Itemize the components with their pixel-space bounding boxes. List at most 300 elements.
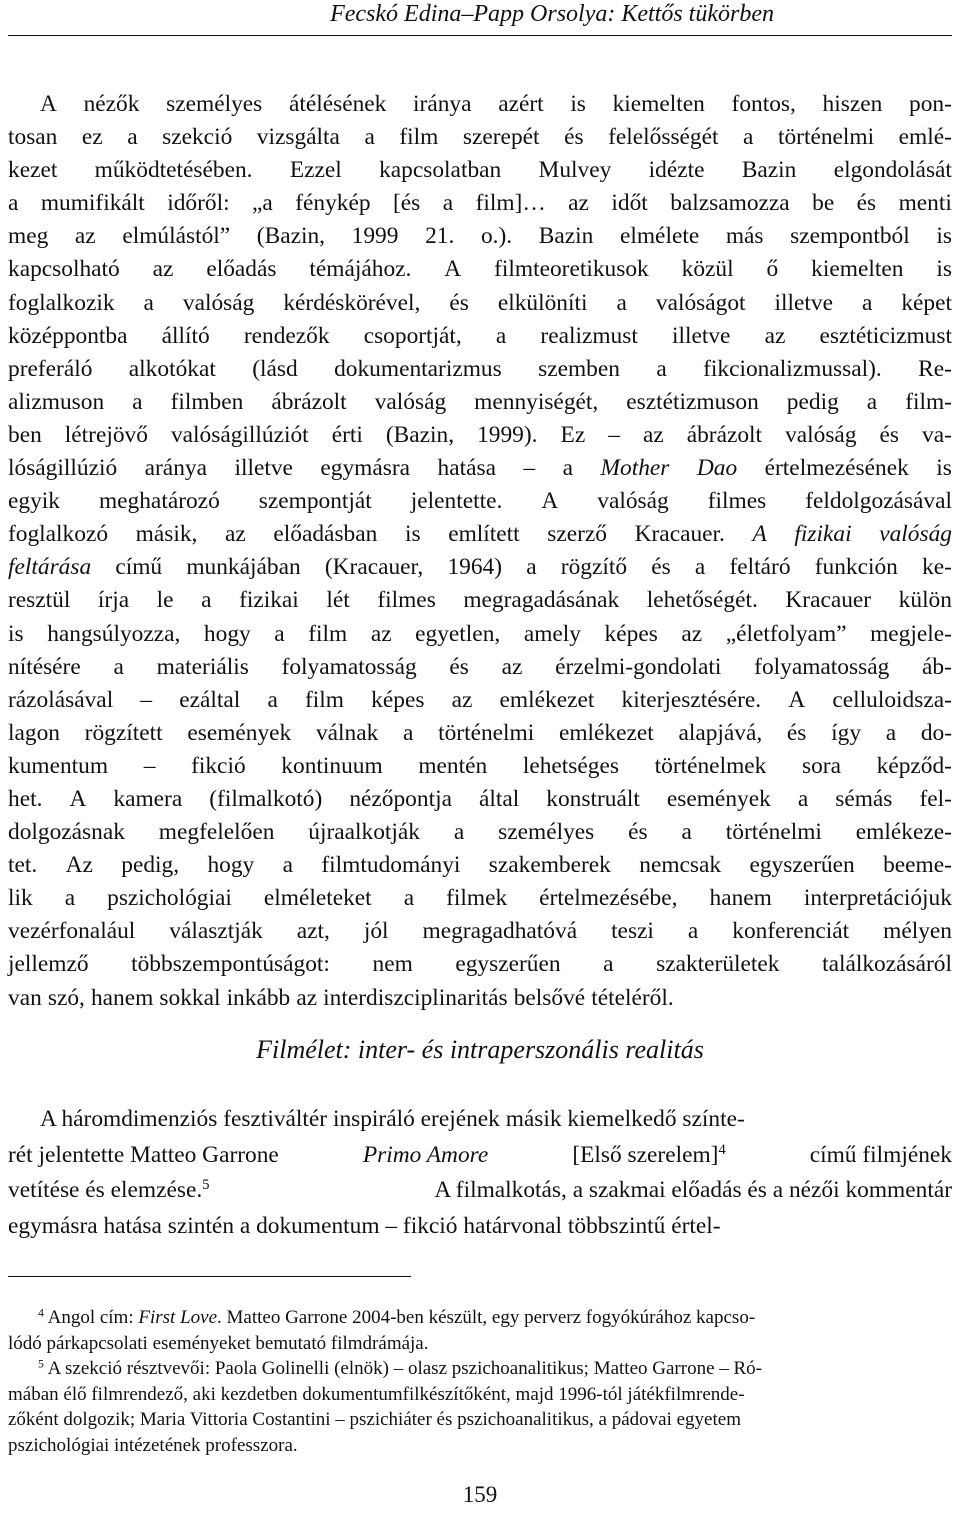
text-span: vetítése és elemzése. <box>8 1177 203 1203</box>
word: – <box>140 686 153 713</box>
word: és <box>856 190 877 217</box>
word: személyes <box>498 819 595 846</box>
word: foglalkozik <box>8 289 115 316</box>
word: pon- <box>909 91 952 117</box>
word: inkább <box>226 984 291 1011</box>
word: filmes <box>377 587 436 614</box>
running-header <box>0 0 960 38</box>
word: a <box>453 819 465 846</box>
word: történelmi <box>438 719 535 746</box>
word: balzsamozza <box>670 190 790 217</box>
word: Kracauer. <box>634 521 725 548</box>
text-line <box>8 485 952 518</box>
word: folyamatosság <box>281 653 417 680</box>
word: lehetséges <box>522 752 619 779</box>
word: szakemberek <box>488 852 611 879</box>
word: mumifikált <box>40 190 145 217</box>
word: A <box>444 256 462 283</box>
word: illetve <box>671 322 731 349</box>
word: szempontból <box>790 223 910 250</box>
word: érti <box>331 421 363 448</box>
text-line <box>8 187 952 220</box>
word: do- <box>920 719 952 746</box>
word: ábrázolt <box>271 388 347 415</box>
word: alapjává, <box>678 719 763 746</box>
word: konstruált <box>546 785 640 812</box>
word: amely <box>523 620 581 647</box>
word: az <box>764 322 786 349</box>
word: alizmuson <box>8 388 105 415</box>
word: illetve <box>234 455 293 482</box>
word: [és <box>393 190 421 217</box>
word: jellemző <box>8 951 89 978</box>
word: 1999 <box>351 223 399 250</box>
word: jól <box>363 918 389 945</box>
text-line <box>8 1138 952 1174</box>
word: a <box>526 554 537 581</box>
word: középpontba <box>8 322 128 349</box>
word: emlé- <box>898 124 952 151</box>
word: hanem <box>709 885 772 912</box>
text-span: rét jelentette Matteo Garrone <box>8 1141 279 1168</box>
word: nemcsak <box>639 852 722 879</box>
word: előadásban <box>273 521 378 548</box>
word: a <box>797 785 809 812</box>
word: is <box>936 455 952 482</box>
word: működtetésében. <box>94 157 253 184</box>
word: csoportját, <box>363 322 462 349</box>
word: a <box>143 289 154 316</box>
word: és <box>449 289 469 316</box>
text-line <box>8 419 952 452</box>
italic-word: A <box>752 521 767 548</box>
word: hatása <box>437 455 496 482</box>
word: Re- <box>918 355 952 382</box>
word: hanem <box>90 984 154 1011</box>
word: film <box>399 124 439 151</box>
word: interdiszciplinaritás <box>323 984 508 1011</box>
word: írja <box>97 587 130 614</box>
word: témájához. <box>309 256 412 283</box>
footnote-rule <box>8 1276 411 1277</box>
word: preferáló <box>8 355 93 382</box>
word: filmek <box>446 885 508 912</box>
word: másik, <box>135 521 198 548</box>
word: alkotókat <box>128 355 216 382</box>
text-line: lódó párkapcsolati eseményeket bemutató filmdrámája. <box>8 1332 429 1354</box>
word: történelmi <box>725 819 822 846</box>
word: választják <box>169 918 263 945</box>
word: A <box>541 488 559 515</box>
text-line <box>8 882 952 915</box>
word: a <box>694 554 706 581</box>
text-line: A háromdimenziós fesztiváltér inspiráló erejének másik kiemelkedő színte- <box>40 1106 745 1132</box>
word: lehetőségét. <box>646 587 758 614</box>
word: személyes <box>166 91 263 117</box>
word: ben <box>8 421 42 448</box>
word: az <box>152 256 174 283</box>
word: a <box>8 190 19 217</box>
word: lik <box>8 885 33 912</box>
word: szerepét <box>462 124 540 151</box>
word: elgondolását <box>833 157 952 184</box>
text-line <box>8 849 952 882</box>
word: fontos, <box>731 91 796 117</box>
word: mélyen <box>883 918 952 945</box>
word: által <box>478 785 520 812</box>
word: képet <box>901 289 952 316</box>
word: nem <box>372 951 413 978</box>
word: a <box>603 951 614 978</box>
text-span <box>38 1356 762 1382</box>
word: sémás <box>835 785 893 812</box>
word: lét <box>326 587 350 614</box>
word: valóságillúziót <box>170 421 309 448</box>
word: – <box>608 421 620 448</box>
text-span <box>38 1305 755 1331</box>
word: menti <box>898 190 952 217</box>
word: a <box>687 918 699 945</box>
word: megragadásának <box>463 587 620 614</box>
word: nézők <box>83 91 140 117</box>
word: realizmust <box>540 322 638 349</box>
word: pedig, <box>121 852 180 879</box>
word: nítésére <box>8 653 81 680</box>
word: kapcsolható <box>8 256 120 283</box>
word: a <box>403 719 414 746</box>
word: elmúlástól” <box>122 223 231 250</box>
text-line <box>8 651 952 684</box>
word: be <box>812 190 835 217</box>
word: kezet <box>8 157 58 184</box>
running-title: Fecskó Edina–Papp Orsolya: Kettős tükörben <box>330 1 774 27</box>
word: többszempontúságot: <box>131 951 330 978</box>
word: külön <box>898 587 952 614</box>
word: tosan <box>8 124 58 151</box>
word: egyik <box>8 488 60 515</box>
word: valóság <box>374 388 447 415</box>
word: kapcsolatban <box>379 157 502 184</box>
word: (lásd <box>252 355 298 382</box>
word: és <box>786 719 807 746</box>
word: is <box>8 620 24 647</box>
word: események <box>666 785 771 812</box>
word: fénykép <box>295 190 371 217</box>
word: kiemelten <box>612 91 705 117</box>
word: (Bazin, <box>385 421 455 448</box>
word: így <box>831 719 862 746</box>
word: teszi <box>611 918 654 945</box>
word: a <box>495 322 507 349</box>
word: Ezzel <box>289 157 342 184</box>
word: az <box>501 653 523 680</box>
word: fizikai <box>239 587 299 614</box>
word: lagon <box>8 719 60 746</box>
word: 21. <box>425 223 455 250</box>
word: képződ- <box>876 752 952 779</box>
word: is <box>404 521 421 548</box>
word: van <box>8 984 42 1011</box>
word: és <box>564 124 584 151</box>
word: tételéről. <box>591 984 674 1011</box>
word: emlékezet <box>499 686 595 713</box>
word: (Bazin, <box>256 223 325 250</box>
word: más <box>725 223 764 250</box>
text-line <box>8 684 952 717</box>
text-line <box>8 551 952 584</box>
word: 1964) <box>447 554 503 581</box>
word: hangsúlyozza, <box>47 620 181 647</box>
word: és <box>628 819 648 846</box>
word: filmtudományi <box>321 852 461 879</box>
word: a <box>442 190 454 217</box>
word: az <box>225 521 246 548</box>
word: kiemelten <box>811 256 904 283</box>
word: Kracauer <box>785 587 872 614</box>
word: rögzítő <box>560 554 628 581</box>
text-line <box>8 353 952 386</box>
word: közül <box>681 256 734 283</box>
word: (filmalkotó) <box>209 785 323 812</box>
word: le <box>156 587 174 614</box>
word: valóság <box>182 289 255 316</box>
word: szemben <box>538 355 620 382</box>
word: tet. <box>8 852 38 879</box>
word: A <box>788 686 806 713</box>
word: elméleteket <box>263 885 372 912</box>
word: konferenciát <box>732 918 850 945</box>
word: újraalkotják <box>308 819 420 846</box>
text-line: egymásra hatása szintén a dokumentum – fikció határvonal többszintű értel- <box>8 1212 721 1239</box>
word: meg <box>8 223 49 250</box>
word: A <box>40 91 57 117</box>
text-span <box>8 1173 209 1209</box>
word: rögzített <box>84 719 163 746</box>
word: filmteoretikusok <box>494 256 649 283</box>
word: átélésének <box>288 91 387 117</box>
text-line <box>8 982 952 1015</box>
word: című <box>115 554 163 581</box>
text-line <box>8 750 952 783</box>
film-title: First Love <box>138 1307 218 1328</box>
word: az <box>568 190 589 217</box>
word: válnak <box>315 719 379 746</box>
word: Az <box>65 852 93 879</box>
word: o.). <box>480 223 513 250</box>
word: a <box>562 455 574 482</box>
word: film]… <box>475 190 546 217</box>
italic-word: valóság <box>879 521 952 548</box>
word: a <box>743 124 754 151</box>
text-line <box>8 320 952 353</box>
word: a <box>201 587 212 614</box>
word: pszichológiai <box>107 885 232 912</box>
text-line: mában élő filmrendező, aki kezdetben dokumentumfilkészítőként, majd 1996-tól játékfilmrende- <box>8 1383 745 1405</box>
word: a <box>282 852 294 879</box>
word: az <box>451 686 473 713</box>
word: egyszerűen <box>455 951 561 978</box>
word: képes <box>604 620 658 647</box>
word: szó, <box>47 984 85 1011</box>
word: feldolgozásával <box>805 488 952 515</box>
word: történelmi <box>777 124 875 151</box>
word: esztétizmuson <box>626 388 759 415</box>
word: meghatározó <box>98 488 220 515</box>
footnotes <box>8 1305 952 1459</box>
word: és <box>879 421 900 448</box>
word: sokkal <box>159 984 221 1011</box>
word: pedig <box>786 388 839 415</box>
word: elmélete <box>619 223 700 250</box>
text-span: [Első szerelem] <box>572 1141 719 1168</box>
word: értelmezésébe, <box>539 885 678 912</box>
word: 1999). <box>477 421 538 448</box>
page-number: 159 <box>462 1482 498 1507</box>
word: resztül <box>8 587 71 614</box>
text-line <box>8 253 952 286</box>
text-line <box>8 88 952 121</box>
word: vezérfonalául <box>8 918 136 945</box>
word: az <box>74 223 96 250</box>
word: a <box>403 885 415 912</box>
text-span: A filmalkotás, a szakmai előadás és a nézői kommentár <box>434 1177 952 1203</box>
word: az <box>296 984 318 1011</box>
word: ábrázolt <box>686 421 763 448</box>
word: Bazin <box>741 157 797 184</box>
word: esztéticizmust <box>819 322 952 349</box>
section-heading: Filmélet: inter- és intraperszonális realitás <box>256 1035 704 1064</box>
word: jelentette. <box>410 488 503 515</box>
word: illetve <box>774 289 833 316</box>
word: valóságot <box>655 289 746 316</box>
word: nézőpontja <box>349 785 452 812</box>
word: idézte <box>648 157 705 184</box>
word: találkozásáról <box>822 951 952 978</box>
footnote-number: 4 <box>38 1306 44 1320</box>
word: a <box>132 388 143 415</box>
italic-word: feltárása <box>8 554 92 581</box>
text-line <box>8 220 952 253</box>
word: egyetlen, <box>415 620 501 647</box>
word: mennyiségét, <box>474 388 599 415</box>
text-line <box>8 948 952 981</box>
word: dolgozásnak <box>8 819 125 846</box>
word: interpretációjuk <box>803 885 952 912</box>
text-span: című filmjének <box>809 1141 952 1168</box>
word: az <box>681 620 703 647</box>
text-line <box>8 1173 952 1209</box>
word: és <box>651 554 671 581</box>
footnote-ref[interactable]: 4 <box>718 1141 726 1158</box>
word: (Kracauer, <box>324 554 424 581</box>
word: emlékeze- <box>855 819 952 846</box>
word: valóság <box>597 488 669 515</box>
paragraph-1 <box>8 88 952 1015</box>
word: rázolásával <box>8 686 114 713</box>
word: filmes <box>707 488 767 515</box>
word: a <box>616 289 627 316</box>
word: beeme- <box>883 852 952 879</box>
word: film- <box>905 388 952 415</box>
word: időt <box>611 190 648 217</box>
word: „a <box>252 190 273 217</box>
text-span: Angol cím: <box>47 1307 134 1328</box>
word: az <box>642 421 664 448</box>
film-title: Primo Amore <box>362 1141 489 1168</box>
word: megfelelően <box>158 819 275 846</box>
footnote-5 <box>8 1356 952 1382</box>
word: előadás <box>206 256 277 283</box>
word: szekció <box>162 124 233 151</box>
word: rendezők <box>243 322 330 349</box>
word: ezáltal <box>179 686 241 713</box>
text-span: A szekció résztvevői: Paola Golinelli (elnök) – olasz pszichoanalitikus; Matteo Garrone – Ró- <box>47 1358 763 1380</box>
word: a <box>64 885 76 912</box>
word: celluloidsza- <box>832 686 952 713</box>
word: a <box>127 124 138 151</box>
word: a <box>885 719 897 746</box>
word: hiszen <box>822 91 883 117</box>
word: ő <box>766 256 779 283</box>
word: áb- <box>922 653 952 680</box>
word: foglalkozó <box>8 521 109 548</box>
footnote-ref[interactable]: 5 <box>202 1177 210 1194</box>
word: az <box>370 620 392 647</box>
italic-word: fizikai <box>794 521 852 548</box>
word: – <box>523 455 536 482</box>
word: események <box>187 719 292 746</box>
word: mentén <box>418 752 488 779</box>
word: szempontját <box>258 488 372 515</box>
word: egymásra <box>320 455 411 482</box>
word: Mulvey <box>538 157 612 184</box>
word: aránya <box>144 455 207 482</box>
word: is <box>936 223 952 250</box>
text-line <box>8 915 952 948</box>
word: fel- <box>919 785 952 812</box>
text-line <box>8 783 952 816</box>
word: elkülöníti <box>497 289 588 316</box>
word: megjele- <box>870 620 952 647</box>
text-line <box>8 386 952 419</box>
word: iránya <box>413 91 472 117</box>
header-rule <box>8 35 952 36</box>
word: „életfolyam” <box>725 620 847 647</box>
italic-word: Dao <box>696 455 738 482</box>
text-span: . Matteo Garrone 2004-ben készült, egy perverz fogyókúrához kapcso- <box>217 1307 756 1328</box>
word: szakterületek <box>656 951 780 978</box>
word: időről: <box>167 190 230 217</box>
word: funkción <box>814 554 898 581</box>
word: a <box>274 620 285 647</box>
word: Bazin <box>538 223 594 250</box>
word: felelősségét <box>608 124 719 151</box>
word: fikcionalizmussal). <box>703 355 882 382</box>
word: kamera <box>113 785 183 812</box>
text-line <box>8 618 952 651</box>
word: munkájában <box>186 554 301 581</box>
text-line <box>8 584 952 617</box>
word: állító <box>161 322 210 349</box>
text-line <box>8 154 952 187</box>
word: fikció <box>191 752 246 779</box>
word: A <box>69 785 87 812</box>
word: hogy <box>207 852 255 879</box>
word: materiális <box>156 653 249 680</box>
word: a <box>113 653 124 680</box>
word: is <box>936 256 952 283</box>
word: dokumentarizmus <box>334 355 502 382</box>
